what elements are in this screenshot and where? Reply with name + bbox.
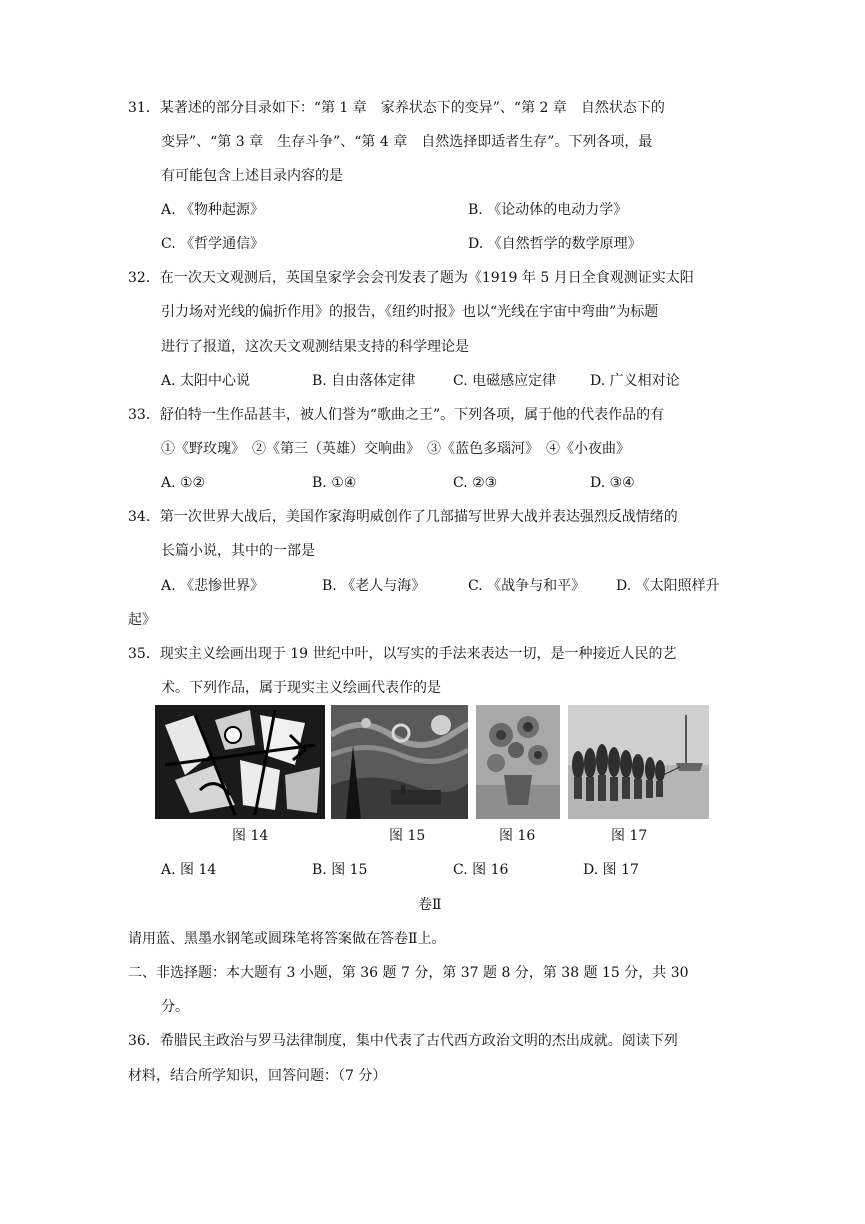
q33-option-d: D. ③④ bbox=[590, 475, 635, 491]
q34-option-a: A. 《悲惨世界》 bbox=[161, 578, 265, 594]
section-2-header-line-2: 分。 bbox=[161, 999, 189, 1015]
q35-option-a: A. 图 14 bbox=[161, 862, 217, 878]
figure-14-caption: 图 14 bbox=[232, 828, 269, 844]
q35-option-c: C. 图 16 bbox=[453, 862, 509, 878]
figure-14-painting bbox=[155, 705, 325, 819]
figure-16-image bbox=[476, 705, 560, 819]
q35-line-1: 35．现实主义绘画出现于 19 世纪中叶，以写实的手法来表达一切，是一种接近人民的艺 bbox=[128, 646, 677, 662]
q34-option-c: C. 《战争与和平》 bbox=[468, 578, 586, 594]
q33-line-1: 33．舒伯特一生作品甚丰，被人们誉为“歌曲之王”。下列各项，属于他的代表作品的有 bbox=[128, 407, 665, 423]
q32-line-3: 进行了报道，这次天文观测结果支持的科学理论是 bbox=[161, 339, 469, 355]
q33-option-b: B. ①④ bbox=[312, 475, 357, 491]
figure-15-image bbox=[331, 705, 468, 819]
figure-14-image bbox=[155, 705, 325, 819]
q35-option-b: B. 图 15 bbox=[312, 862, 368, 878]
q31-option-a: A. 《物种起源》 bbox=[161, 202, 265, 218]
q36-line-1: 36．希腊民主政治与罗马法律制度，集中代表了古代西方政治文明的杰出成就。阅读下列 bbox=[128, 1033, 678, 1049]
q31-option-b: B. 《论动体的电动力学》 bbox=[468, 202, 628, 218]
q31-option-d: D. 《自然哲学的数学原理》 bbox=[468, 236, 642, 252]
q32-option-b: B. 自由落体定律 bbox=[312, 373, 416, 389]
section-2-title: 卷Ⅱ bbox=[418, 897, 442, 913]
q34-line-1: 34．第一次世界大战后，美国作家海明威创作了几部描写世界大战并表达强烈反战情绪的 bbox=[128, 509, 678, 525]
figure-17-image bbox=[568, 705, 709, 819]
figure-15-caption: 图 15 bbox=[389, 828, 426, 844]
q31-line-3: 有可能包含上述目录内容的是 bbox=[161, 168, 343, 184]
q34-option-d-continued: 起》 bbox=[128, 612, 156, 628]
q33-items: ①《野玫瑰》 ②《第三（英雄）交响曲》 ③《蓝色多瑙河》 ④《小夜曲》 bbox=[161, 441, 630, 457]
q33-option-a: A. ①② bbox=[161, 475, 206, 491]
q31-option-c: C. 《哲学通信》 bbox=[161, 236, 265, 252]
q35-option-d: D. 图 17 bbox=[583, 862, 639, 878]
q36-line-2: 材料，结合所学知识，回答问题：（7 分） bbox=[128, 1068, 387, 1084]
q34-line-2: 长篇小说，其中的一部是 bbox=[161, 543, 315, 559]
q32-line-1: 32．在一次天文观测后，英国皇家学会会刊发表了题为《1919 年 5 月日全食观测证实太阳 bbox=[128, 270, 694, 286]
q32-option-c: C. 电磁感应定律 bbox=[453, 373, 557, 389]
q32-option-a: A. 太阳中心说 bbox=[161, 373, 251, 389]
figure-16-painting bbox=[476, 705, 560, 819]
q34-option-b: B. 《老人与海》 bbox=[322, 578, 426, 594]
section-2-header-line-1: 二、非选择题：本大题有 3 小题，第 36 题 7 分，第 37 题 8 分，第 38 题 15 分，共 30 bbox=[128, 965, 689, 981]
figure-15-painting bbox=[331, 705, 468, 819]
q34-option-d: D. 《太阳照样升 bbox=[616, 578, 720, 594]
q32-line-2: 引力场对光线的偏折作用》的报告，《纽约时报》也以“光线在宇宙中弯曲”为标题 bbox=[161, 304, 659, 320]
q35-line-2: 术。下列作品，属于现实主义绘画代表作的是 bbox=[161, 680, 441, 696]
figure-17-caption: 图 17 bbox=[611, 828, 648, 844]
q31-line-1: 31．某著述的部分目录如下：“第 1 章 家养状态下的变异”、“第 2 章 自然状态下的 bbox=[128, 100, 665, 116]
figure-16-caption: 图 16 bbox=[499, 828, 536, 844]
figure-17-painting bbox=[568, 705, 709, 819]
q33-option-c: C. ②③ bbox=[453, 475, 498, 491]
q32-option-d: D. 广义相对论 bbox=[590, 373, 680, 389]
q31-line-2: 变异”、“第 3 章 生存斗争”、“第 4 章 自然选择即适者生存”。下列各项，最 bbox=[161, 134, 653, 150]
section-2-instruction: 请用蓝、黑墨水钢笔或圆珠笔将答案做在答卷Ⅱ上。 bbox=[128, 931, 446, 947]
